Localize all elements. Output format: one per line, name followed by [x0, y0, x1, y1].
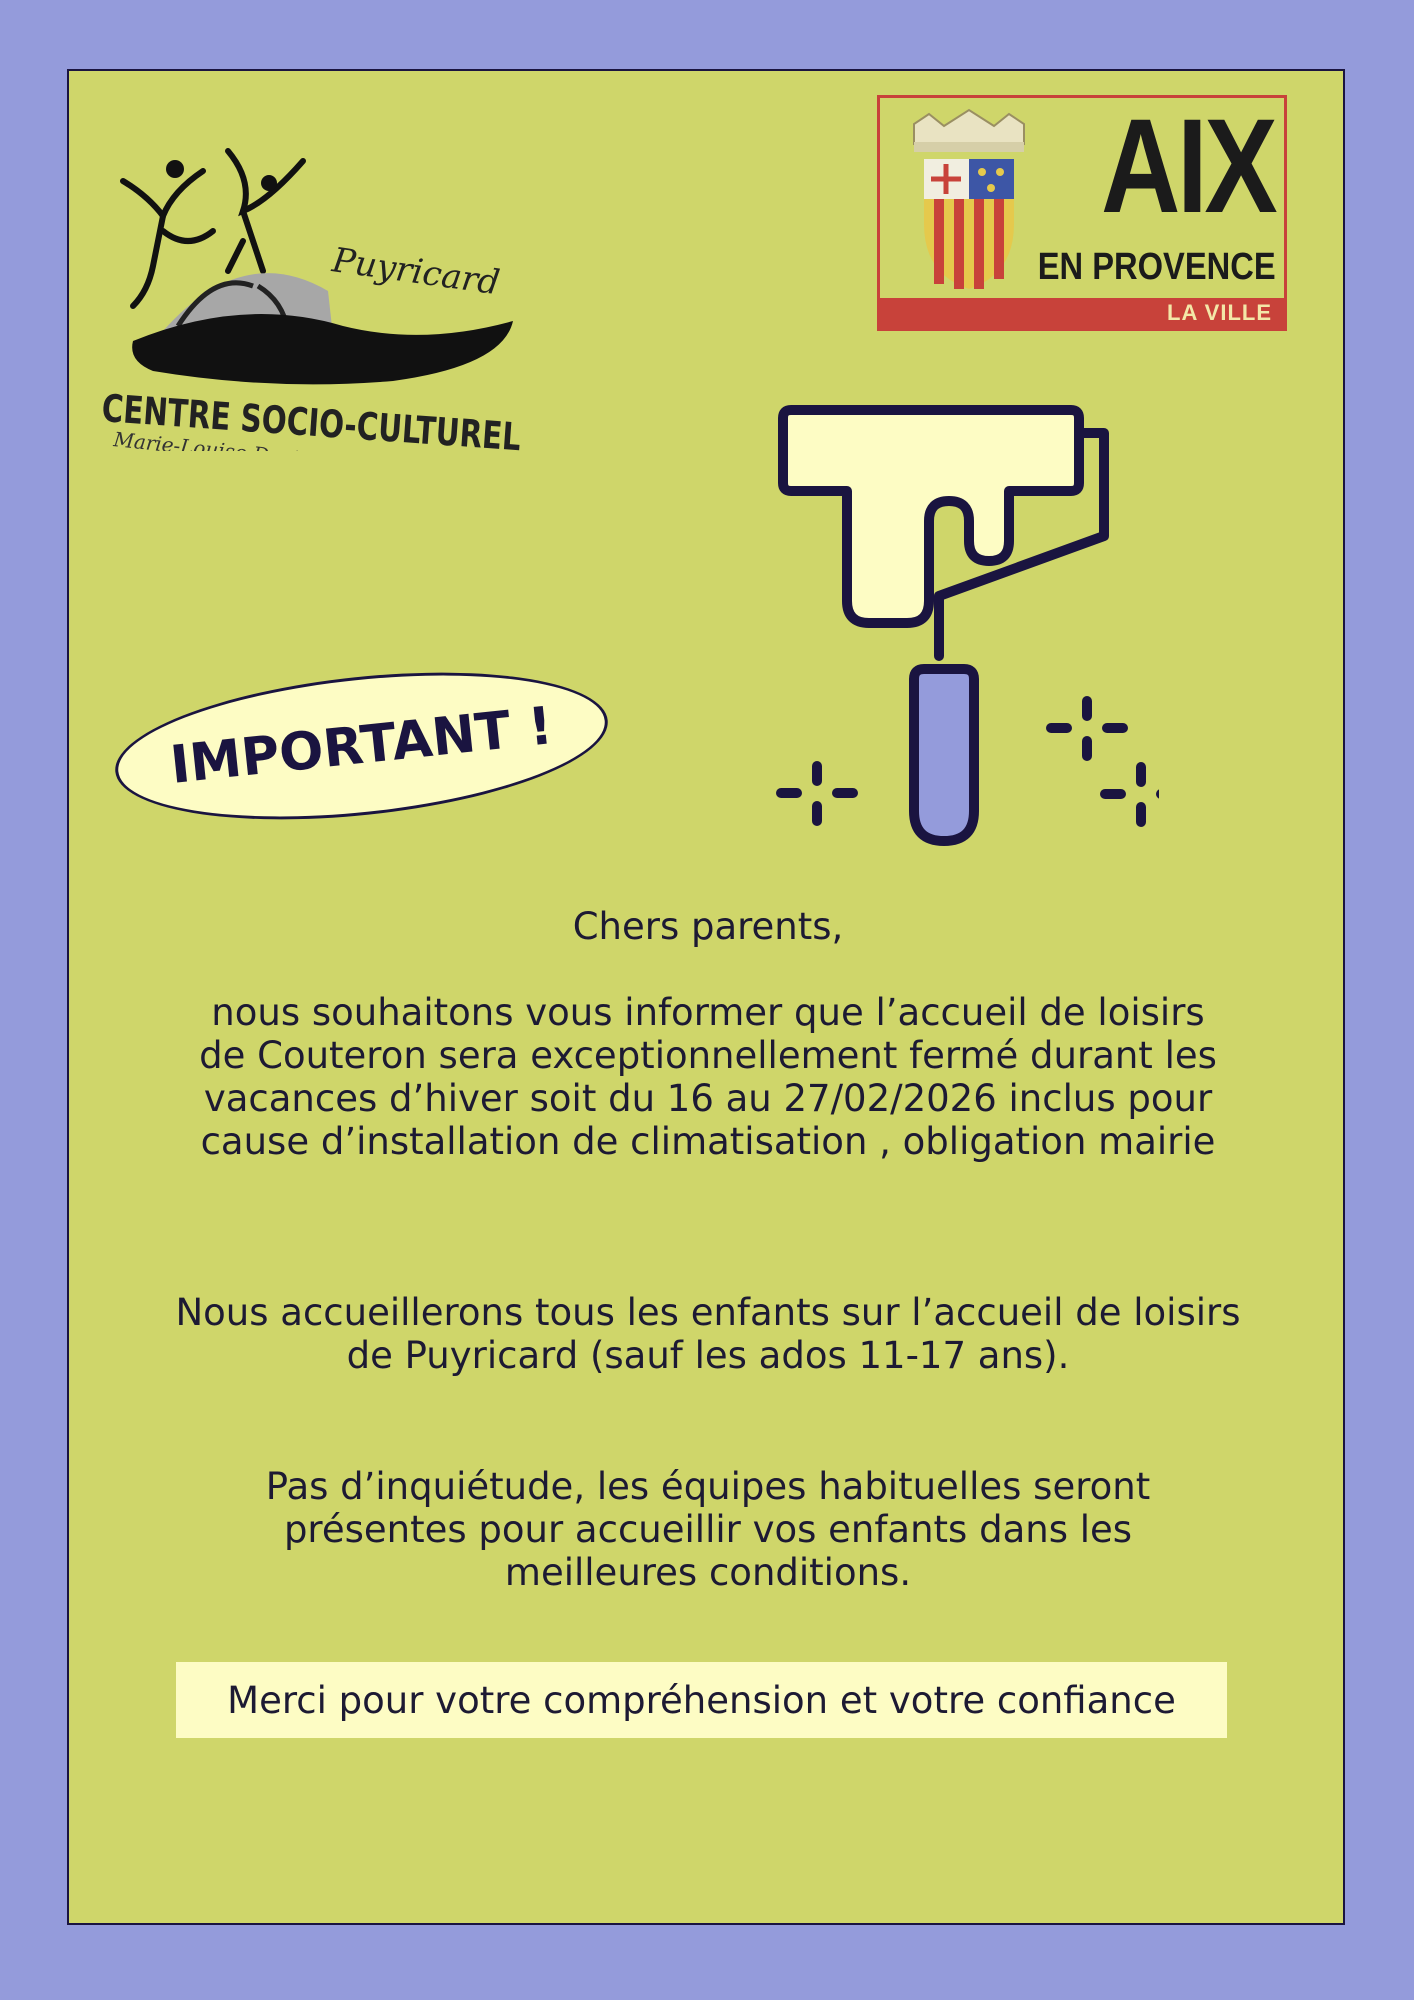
sparkle-icon [1105, 767, 1159, 822]
aix-logo-band-text: LA VILLE [1167, 300, 1272, 325]
aix-logo-title: AIX [1100, 92, 1274, 241]
important-label: IMPORTANT ! [167, 696, 556, 796]
csc-logo-bottom-text: Marie-Louise Davin [112, 427, 313, 451]
sparkle-icon [781, 766, 853, 821]
paint-roller-icon [783, 410, 1104, 841]
paint-roller-illustration [699, 401, 1159, 861]
reassurance-paragraph: Pas d’inquiétude, les équipes habituelles seront présentes pour accueillir vos enfants dans les meilleures conditions. [265, 1465, 1151, 1594]
closure-notice-paragraph: nous souhaitons vous informer que l’accueil de loisirs de Couteron sera exceptionnellement fermé durant les vacances d’hiver soit du 16 au 27/02/2026 inclus pour cause d’installation de climatisation , obligation mairie [199, 991, 1217, 1163]
aix-logo-band [880, 298, 1284, 328]
poster [67, 69, 1345, 1925]
aix-en-provence-logo [877, 92, 1287, 331]
thanks-text: Merci pour votre compréhension et votre confiance [227, 1678, 1176, 1722]
aix-logo-subtitle: EN PROVENCE [1038, 246, 1276, 288]
sparkle-icon [1051, 701, 1123, 756]
relocation-paragraph: Nous accueillerons tous les enfants sur l’accueil de loisirs de Puyricard (sauf les ados 11-17 ans). [175, 1291, 1241, 1377]
csc-logo-main-text: CENTRE SOCIO-CULTUREL [100, 386, 533, 451]
csc-logo-top-text: Puyricard [329, 240, 503, 304]
greeting: Chers parents, [572, 905, 844, 948]
centre-socio-culturel-logo [93, 121, 533, 451]
thanks-box [176, 1662, 1227, 1738]
important-badge [108, 652, 615, 841]
coat-of-arms-icon [894, 104, 1044, 294]
